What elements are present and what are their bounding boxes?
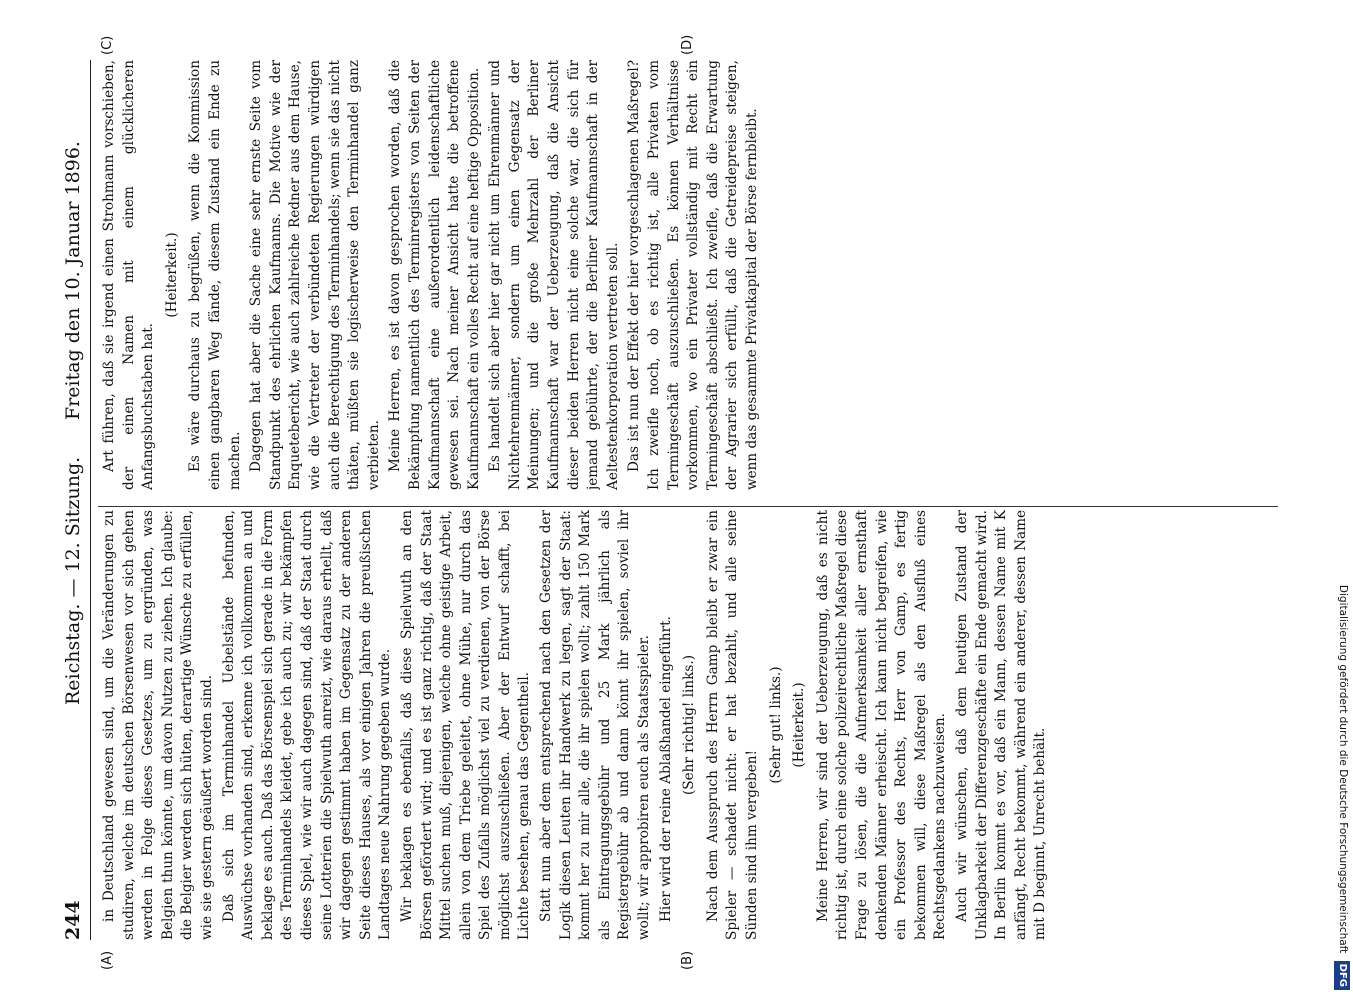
dfg-logo: DFG [1334,961,1350,990]
paragraph: Hier wird der reine Ablaßhandel eingeführt. [657,616,674,922]
date-title: Freitag den 10. Januar 1896. [62,141,84,420]
paragraph: Es wäre durchaus zu begrüßen, wenn die Kommission einen gangbaren Weg fände, diesem Zustand ein Ende zu machen. [187,60,243,490]
paragraph: Auch wir wünschen, daß dem heutigen Zustand der Unklagbarkeit der Differenzgeschäfte ein Ende gemacht wird. In Berlin kommt es vor, daß ein Mann, dessen Name mit K anfängt, Recht bekommt, während ein anderer, dessen Name mit D beginnt, Unrecht behält. [953,510,1049,940]
digitization-credit-bar [1335,10,1351,990]
interjection: (Heiterkeit.) [791,682,808,768]
paragraph: Art führen, daß sie irgend einen Strohmann vorschieben, der einen Namen mit einem glücklicheren Anfangsbuchstaben hat. [101,60,157,490]
paragraph: Daß sich im Terminhandel Uebelstände befunden, Auswüchse vorhanden sind, erkenne ich vollkommen an und beklage es auch. Daß das Börsenspiel sich gerade in die Form des Terminhandels kleidet, gebe ich auch zu; wir bekämpfen dieses Spiel, wie wir auch dagegen sind, daß der Staat durch seine Lotterien die Spielwuth anreizt, wie daraus erhellt, daß wir dagegen gestimmt haben im Gegensatz zu der anderen Seite dieses Hauses, als vor einigen Jahren die preußischen Landtages neue Nahrung gegeben wurde. [220,510,394,940]
paragraph: Wir beklagen es ebenfalls, daß diese Spielwuth an den Börsen gefördert wird; und es ist ganz richtig, daß der Staat Mittel suchen muß, diejenigen, welche ohne geistige Arbeit, allein von dem Triebe geleitet, ohne Mühe, nur durch das Spiel des Zufalls möglichst viel zu verdienen, von der Börse möglichst auszuschließen. Aber der Entwurf schafft, bei Lichte besehen, genau das Gegentheil. [398,510,533,940]
credit-text-wrapper [1335,10,1351,990]
margin-marker-d: (D) [680,34,695,55]
paragraph: Statt nun aber dem entsprechend nach den Gesetzen der Logik diesen Leuten ihr Handwerk zu legen, sagt der Staat: kommt her zu mir alle, die ihr spielen wollt; zahlt 150 Mark als Eintragungsgebühr und 25 Mark jährlich als Registergebühr ab und dann könnt ihr spielen, soviel ihr wollt; wir approbiren euch als Staatsspieler. [538,510,653,940]
margin-marker-b: (B) [680,950,695,970]
text-column-left [100,510,1270,940]
margin-marker-a: (A) [100,950,115,970]
paragraph: Nach dem Ausspruch des Herrn Gamp bleibt er zwar ein Spieler — schadet nicht: er hat bezahlt, und alle seine Sünden sind ihm vergeben! [704,510,760,940]
interjection: (Heiterkeit.) [163,232,180,318]
interjection: (Sehr gut! links.) [767,666,784,784]
page-number: 244 [62,900,84,940]
column-divider [98,506,1278,507]
interjection: (Sehr richtig! links.) [681,654,698,796]
page-header [58,60,91,940]
credit-text: Digitalisierung gefördert durch die Deutsche Forschungsgemeinschaft [1337,584,1349,954]
paragraph: Meine Herren, wir sind der Ueberzeugung, daß es nicht richtig ist, durch eine solche polizeirechtliche Maßregel diese Frage zu lösen, die die Aufmerksamkeit aller ernsthaft denkenden Männer erheischt. Ich kann nicht begreifen, wie ein Professor des Rechts, Herr von Gamp, es fertig bekommen will, diese Maßregel als den Ausfluß eines Rechtsgedankens nachzuweisen. [814,510,949,940]
margin-marker-c: (C) [100,35,115,55]
session-title: Reichstag. — 12. Sitzung. [62,456,84,705]
paragraph: in Deutschland gewesen sind, um die Veränderungen zu studiren, welche im deutschen Börsenwesen vor sich gehen werden in Folge dieses Gesetzes, um zu ergründen, was Belgien thun könnte, um davon Nutzen zu ziehen. Ich glaube: die Belgier werden sich hüten, derartige Wünsche zu erfüllen, wie sie gestern geäußert worden sind. [101,510,215,940]
paragraph: Dagegen hat aber die Sache eine sehr ernste Seite vom Standpunkt des ehrlichen Kaufmanns. Die Motive wie der Enquetebericht, wie auch zahlreiche Redner aus dem Hause, wie die Vertreter der verbündeten Regierungen würdigen auch die Berechtigung des Terminhandels; wenn sie das nicht thäten, müßten sie logischerweise den Terminhandel ganz verbieten. [248,60,382,490]
paragraph: Es handelt sich aber hier gar nicht um Ehrenmänner und Nichtehrenmänner, sondern um einen Gegensatz der Meinungen; und die große Mehrzahl der Berliner Kaufmannschaft war der Ueberzeugung, daß die Ansicht dieser beiden Herren nicht eine solche war, die sich für jemand gebührte, der die Berliner Kaufmannschaft in der Aeltestenkorporation vertreten soll. [487,60,621,490]
text-column-right [100,60,1270,490]
paragraph: Das ist nun der Effekt der hier vorgeschlagenen Maßregel? Ich zweifle noch, ob es richtig ist, alle Privaten vom Termingeschäft auszuschließen. Es können Verhältnisse vorkommen, wo ein Privater vollständig mit Recht ein Termingeschäft abschließt. Ich zweifle, daß die Erwartung der Agrarier sich erfüllt, daß die Getreidepreise steigen, wenn das gesammte Privatkapital der Börse fernbleibt. [626,60,760,490]
paragraph: Meine Herren, es ist davon gesprochen worden, daß die Bekämpfung namentlich des Terminregisters von Seiten der Kaufmannschaft eine außerordentlich leidenschaftliche gewesen sei. Nach meiner Ansicht hatte die betroffene Kaufmannschaft ein volles Recht auf eine heftige Opposition. [387,60,482,490]
